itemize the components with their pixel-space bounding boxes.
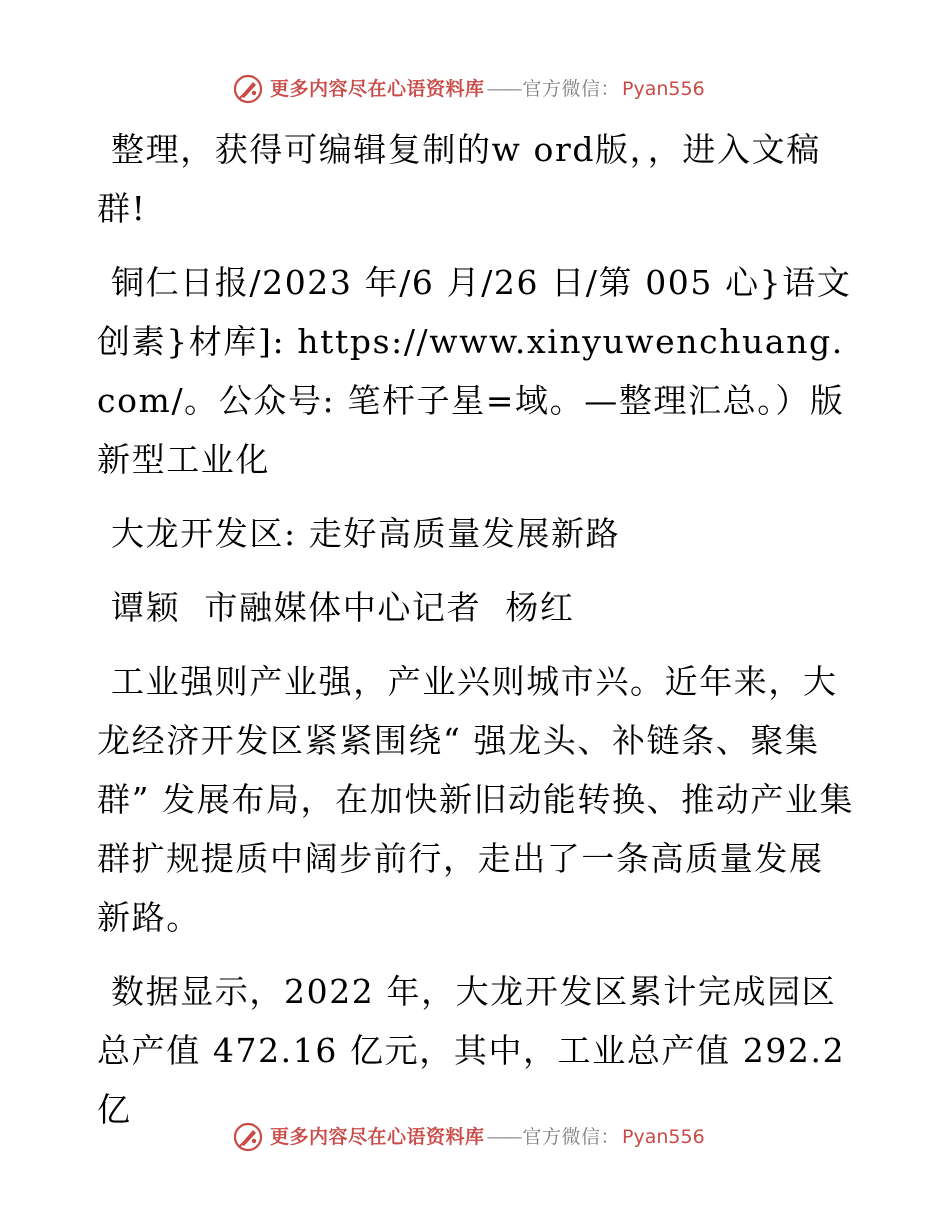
watermark-wechat-id: Pyan556	[622, 1126, 705, 1148]
watermark-official-label: 官方微信：	[522, 1126, 621, 1148]
paragraph-2: 铜仁日报/2023 年/6 月/26 日/第 005 心}语文创素}材库]: https://www.xinyuwenchuang.com/。公众号: 笔杆子星=域。—整理汇总。）版新型工业化	[97, 263, 852, 479]
paragraph-6: 数据显示，2022 年，大龙开发区累计完成园区总产值 472.16 亿元，其中，工业总产值 292.2亿	[97, 972, 846, 1129]
paragraph-1: 整理，获得可编辑复制的w ord版，，进入文稿群!	[97, 130, 821, 228]
header-watermark	[232, 73, 705, 105]
watermark-dash: ——	[486, 1126, 521, 1148]
quill-pen-logo-icon	[232, 1121, 264, 1153]
quill-pen-logo-icon	[232, 73, 264, 105]
article-title: 大龙开发区: 走好高质量发展新路	[111, 514, 621, 553]
watermark-dash: ——	[486, 78, 521, 100]
paragraph-5: 工业强则产业强，产业兴则城市兴。近年来，大龙经济开发区紧紧围绕“ 强龙头、补链条、聚集群” 发展布局，在加快新旧动能转换、推动产业集群扩规提质中阔步前行，走出了一条高质量发展新路。	[97, 662, 855, 937]
watermark-wechat-id: Pyan556	[622, 78, 705, 100]
watermark-brand-text: 更多内容尽在心语资料库	[270, 1126, 485, 1148]
watermark-brand-text: 更多内容尽在心语资料库	[270, 78, 485, 100]
byline: 谭颖 市融媒体中心记者 杨红	[111, 588, 575, 627]
document-body	[97, 120, 857, 1154]
footer-watermark	[232, 1121, 705, 1153]
watermark-official-label: 官方微信：	[522, 78, 621, 100]
